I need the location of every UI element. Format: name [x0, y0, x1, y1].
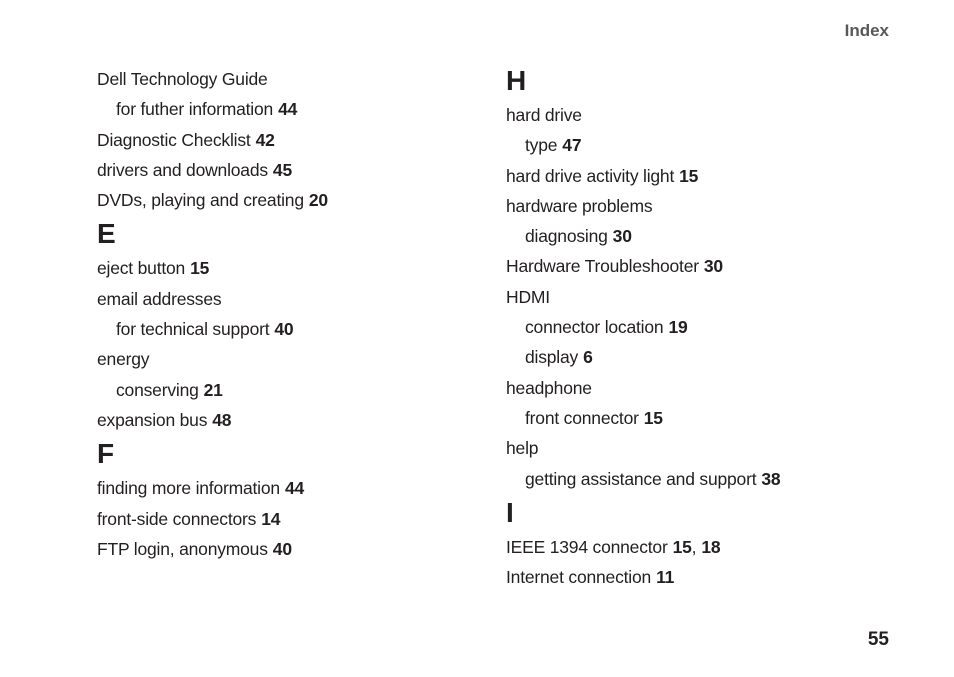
index-entry [506, 433, 886, 463]
page-reference: 15 [643, 407, 663, 428]
index-term: for futher information [116, 99, 274, 120]
page-reference: 18 [701, 536, 721, 557]
index-entry [506, 191, 886, 221]
page-number: 55 [867, 629, 889, 650]
index-subentry [97, 314, 477, 344]
page-separator: , [691, 536, 697, 557]
index-term: expansion bus [97, 409, 208, 430]
page-reference: 11 [656, 567, 675, 588]
index-entry [97, 473, 477, 503]
index-term: eject button [97, 258, 186, 279]
index-entry [97, 64, 477, 94]
index-entry [97, 185, 477, 215]
index-entry [97, 504, 477, 534]
page-reference: 30 [612, 226, 632, 247]
index-term: help [506, 438, 539, 459]
index-term: drivers and downloads [97, 159, 268, 180]
index-term: hard drive [506, 105, 582, 125]
section-heading-h: H [506, 65, 527, 96]
index-term: finding more information [97, 478, 280, 499]
index-term: type [525, 135, 558, 156]
index-column-left [97, 64, 477, 564]
page-reference: 14 [261, 508, 281, 529]
index-entry [506, 282, 886, 312]
index-entry [97, 534, 477, 564]
index-entry [506, 562, 886, 592]
index-term: diagnosing [525, 226, 608, 247]
index-subentry [97, 375, 477, 405]
index-entry [97, 344, 477, 374]
page-reference: 30 [703, 256, 723, 277]
index-block [97, 253, 477, 435]
page-reference: 40 [272, 538, 292, 559]
index-term: email addresses [97, 288, 222, 309]
index-entry [97, 125, 477, 155]
page-reference: 6 [583, 347, 593, 368]
page-reference: 47 [562, 135, 582, 156]
index-term: getting assistance and support [525, 468, 757, 489]
index-block [97, 64, 477, 215]
page-reference: 21 [203, 379, 223, 400]
index-subentry [97, 94, 477, 124]
running-header: Index [844, 21, 889, 40]
page-reference: 48 [212, 409, 232, 430]
index-term: DVDs, playing and creating [97, 190, 304, 211]
index-subentry [506, 464, 886, 494]
index-block [506, 532, 886, 593]
index-block [506, 100, 886, 494]
index-entry [97, 253, 477, 283]
index-block [97, 473, 477, 564]
index-entry [506, 100, 886, 130]
index-term: headphone [506, 377, 592, 398]
page-reference: 45 [272, 159, 292, 180]
index-column-right [506, 64, 886, 592]
index-term: hard drive activity light [506, 165, 675, 186]
index-term: for technical support [116, 319, 270, 340]
index-entry [97, 405, 477, 435]
index-term: hardware problems [506, 195, 653, 216]
index-entry [506, 532, 886, 562]
index-subentry [506, 403, 886, 433]
index-term: IEEE 1394 connector [506, 536, 668, 557]
index-subentry [506, 312, 886, 342]
page-reference: 19 [668, 317, 688, 338]
index-term: FTP login, anonymous [97, 538, 268, 559]
index-term: Internet connection [506, 567, 652, 588]
index-term: front-side connectors [97, 508, 257, 529]
index-subentry [506, 130, 886, 160]
page-reference: 42 [255, 129, 275, 150]
page-reference: 38 [761, 468, 781, 489]
index-term: energy [97, 349, 150, 370]
page-reference: 15 [672, 536, 692, 557]
index-subentry [506, 342, 886, 372]
index-term: Diagnostic Checklist [97, 129, 251, 150]
index-entry [506, 161, 886, 191]
index-entry [506, 373, 886, 403]
index-term: Hardware Troubleshooter [506, 256, 699, 277]
index-term: connector location [525, 317, 664, 338]
index-term: display [525, 347, 579, 368]
section-heading-i: I [506, 496, 514, 528]
section-heading-f: F [97, 438, 115, 470]
index-entry [506, 251, 886, 281]
page-reference: 40 [274, 319, 294, 340]
index-term: front connector [525, 407, 639, 428]
page-reference: 15 [679, 165, 699, 186]
page-reference: 15 [190, 258, 210, 279]
section-heading-e: E [97, 218, 116, 250]
index-subentry [506, 221, 886, 251]
index-term: Dell Technology Guide [97, 69, 268, 89]
index-term: HDMI [506, 286, 550, 307]
index-term: conserving [116, 379, 199, 400]
page-reference: 20 [308, 190, 328, 211]
index-entry [97, 155, 477, 185]
page-reference: 44 [278, 99, 298, 120]
page-reference: 44 [284, 478, 305, 499]
index-entry [97, 284, 477, 314]
